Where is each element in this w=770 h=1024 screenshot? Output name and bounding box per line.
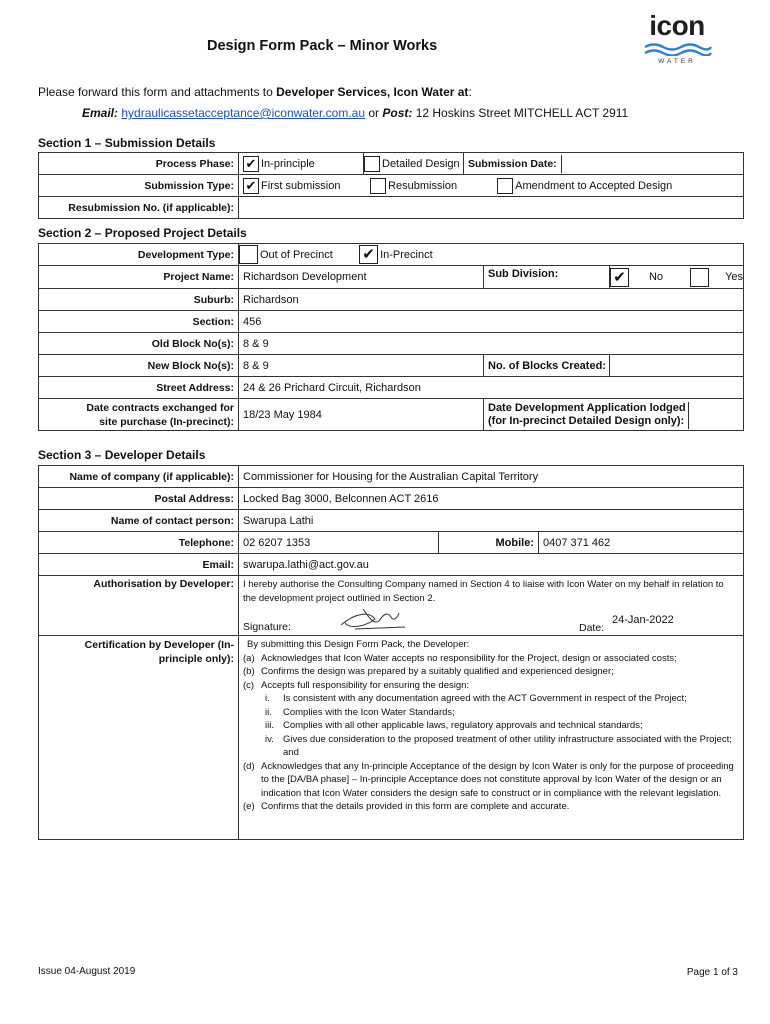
inprinciple-label: In-principle bbox=[261, 157, 315, 170]
project-name-field[interactable]: Richardson Development bbox=[239, 266, 484, 289]
section-label: Section: bbox=[39, 311, 239, 333]
suburb-field[interactable]: Richardson bbox=[239, 289, 744, 311]
section2-table bbox=[38, 243, 744, 431]
section1-table bbox=[38, 152, 744, 219]
section3-heading: Section 3 – Developer Details bbox=[38, 448, 206, 462]
cert-subitem bbox=[243, 733, 739, 760]
marker-ii: ii. bbox=[265, 706, 272, 718]
date-field[interactable]: 24-Jan-2022 bbox=[612, 614, 674, 626]
post-label: Post: bbox=[382, 106, 413, 120]
auth-cell bbox=[239, 576, 744, 636]
subdivision-yes-checkbox[interactable] bbox=[690, 268, 709, 287]
logo-subtitle: WATER bbox=[658, 58, 696, 65]
detailed-checkbox[interactable] bbox=[364, 156, 380, 172]
resubmission-label: Resubmission bbox=[388, 179, 458, 192]
old-block-field[interactable]: 8 & 9 bbox=[239, 333, 744, 355]
da-cell bbox=[484, 399, 744, 431]
resub-no-field[interactable] bbox=[239, 197, 744, 219]
telephone-label: Telephone: bbox=[39, 532, 239, 554]
cert-item bbox=[243, 652, 739, 666]
blocks-created-field[interactable] bbox=[610, 355, 744, 377]
submission-date-label: Submission Date: bbox=[464, 155, 562, 173]
email-label: Email: bbox=[82, 106, 119, 120]
intro-line bbox=[38, 85, 472, 99]
cert-d: Acknowledges that any In-principle Acceptance of the design by Icon Water is only for the purpose of proceeding to the [DA/BA phase] – In-principle Acceptance does not constitute approval by Icon Water of the design or an indication that Icon Water considers the design safe to construct or in compliance with the relevant legislation. bbox=[261, 760, 734, 799]
cert-c-iv: Gives due consideration to the proposed treatment of other utility infrastructure associated with the Project; and bbox=[283, 733, 732, 758]
amendment-label: Amendment to Accepted Design bbox=[515, 179, 673, 192]
resub-no-label: Resubmission No. (if applicable): bbox=[39, 197, 239, 219]
section-field[interactable]: 456 bbox=[239, 311, 744, 333]
subdivision-options bbox=[610, 266, 744, 289]
cert-label bbox=[39, 636, 239, 840]
cert-c: Accepts full responsibility for ensuring the design: bbox=[261, 679, 470, 691]
subdivision-no-checkbox[interactable]: ✔ bbox=[610, 268, 629, 287]
cert-subitem bbox=[243, 692, 739, 706]
cert-c-i: Is consistent with any documentation agreed with the ACT Government in respect of the Project; bbox=[283, 693, 687, 704]
or-text: or bbox=[365, 106, 383, 120]
auth-label: Authorisation by Developer: bbox=[39, 576, 239, 636]
old-block-label: Old Block No(s): bbox=[39, 333, 239, 355]
dev-type-options bbox=[239, 244, 744, 266]
issue-footer: Issue 04-August 2019 bbox=[38, 966, 136, 977]
marker-d: (d) bbox=[243, 760, 255, 772]
post-address: 12 Hoskins Street MITCHELL ACT 2911 bbox=[412, 106, 629, 120]
cert-c-iii: Complies with all other applicable laws, regulatory approvals and technical standards; bbox=[283, 720, 643, 731]
street-label: Street Address: bbox=[39, 377, 239, 399]
contracts-label-line1: Date contracts exchanged for bbox=[86, 401, 234, 414]
telephone-field[interactable]: 02 6207 1353 bbox=[239, 532, 439, 554]
cert-c-ii: Complies with the Icon Water Standards; bbox=[283, 706, 455, 718]
section2-heading: Section 2 – Proposed Project Details bbox=[38, 226, 247, 240]
da-label-line1: Date Development Application lodged bbox=[488, 401, 686, 414]
cert-b: Confirms the design was prepared by a suitably qualified and experienced designer; bbox=[261, 666, 614, 677]
company-field[interactable]: Commissioner for Housing for the Australian Capital Territory bbox=[239, 466, 744, 488]
in-precinct-label: In-Precinct bbox=[380, 248, 433, 261]
cert-subitem bbox=[243, 706, 739, 720]
contracts-label-line2: site purchase (In-precinct): bbox=[99, 415, 234, 428]
subdivision-label: Sub Division: bbox=[484, 266, 610, 289]
email-field-dev[interactable]: swarupa.lathi@act.gov.au bbox=[239, 554, 744, 576]
marker-c: (c) bbox=[243, 679, 255, 691]
postal-field[interactable]: Locked Bag 3000, Belconnen ACT 2616 bbox=[239, 488, 744, 510]
cert-label-line2: principle only): bbox=[158, 653, 234, 665]
contact-line bbox=[82, 106, 628, 120]
icon-water-logo bbox=[641, 10, 713, 66]
detailed-label: Detailed Design bbox=[382, 157, 460, 170]
blocks-created-label: No. of Blocks Created: bbox=[484, 355, 610, 377]
wave-icon bbox=[641, 42, 713, 56]
submission-type-options bbox=[239, 175, 744, 197]
contracts-label bbox=[39, 399, 239, 431]
detailed-option[interactable] bbox=[364, 153, 464, 175]
cert-label-line1: Certification by Developer (In- bbox=[84, 639, 234, 651]
cert-subitem bbox=[243, 719, 739, 733]
auth-text: I hereby authorise the Consulting Company named in Section 4 to liaise with Icon Water on my behalf in relation to the development project outlined in Section 2. bbox=[243, 579, 724, 604]
section1-heading: Section 1 – Submission Details bbox=[38, 136, 216, 150]
project-name-label: Project Name: bbox=[39, 266, 239, 289]
subdivision-yes-label: Yes bbox=[725, 271, 744, 283]
street-field[interactable]: 24 & 26 Prichard Circuit, Richardson bbox=[239, 377, 744, 399]
marker-iii: iii. bbox=[265, 720, 274, 731]
cert-e: Confirms that the details provided in this form are complete and accurate. bbox=[261, 801, 570, 812]
new-block-label: New Block No(s): bbox=[39, 355, 239, 377]
section3-table bbox=[38, 465, 744, 840]
submission-date-cell[interactable] bbox=[464, 153, 744, 175]
amendment-checkbox[interactable] bbox=[497, 178, 513, 194]
marker-iv: iv. bbox=[265, 733, 274, 745]
first-submission-checkbox[interactable]: ✔ bbox=[243, 178, 259, 194]
dev-type-label: Development Type: bbox=[39, 244, 239, 266]
cert-item bbox=[243, 665, 739, 679]
mobile-field[interactable]: 0407 371 462 bbox=[539, 532, 744, 554]
cert-item bbox=[243, 679, 739, 693]
intro-prefix: Please forward this form and attachments to bbox=[38, 85, 277, 99]
mobile-label: Mobile: bbox=[439, 532, 539, 554]
process-phase-label: Process Phase: bbox=[39, 153, 239, 175]
first-submission-label: First submission bbox=[261, 179, 341, 192]
date-label: Date: bbox=[579, 622, 605, 634]
cert-a: Acknowledges that Icon Water accepts no responsibility for the Project, design or associated costs; bbox=[261, 652, 677, 664]
marker-i: i. bbox=[265, 693, 270, 704]
resubmission-checkbox[interactable] bbox=[370, 178, 386, 194]
out-of-precinct-label: Out of Precinct bbox=[260, 248, 333, 261]
subdivision-no-label: No bbox=[648, 271, 664, 283]
signature-mark bbox=[335, 603, 415, 633]
contact-label: Name of contact person: bbox=[39, 510, 239, 532]
email-link[interactable]: hydraulicassetacceptance@iconwater.com.au bbox=[121, 106, 366, 120]
da-label-line2: (for In-precinct Detailed Design only): bbox=[488, 414, 685, 427]
intro-recipient: Developer Services, Icon Water at bbox=[276, 85, 469, 99]
postal-label: Postal Address: bbox=[39, 488, 239, 510]
in-precinct-checkbox[interactable]: ✔ bbox=[359, 245, 378, 264]
suburb-label: Suburb: bbox=[39, 289, 239, 311]
cert-intro: By submitting this Design Form Pack, the Developer: bbox=[247, 639, 470, 650]
inprinciple-option[interactable] bbox=[239, 153, 364, 175]
contracts-field[interactable]: 18/23 May 1984 bbox=[239, 399, 484, 431]
page-title: Design Form Pack – Minor Works bbox=[207, 38, 438, 54]
marker-b: (b) bbox=[243, 666, 255, 677]
new-block-field[interactable]: 8 & 9 bbox=[239, 355, 484, 377]
intro-suffix: : bbox=[468, 85, 472, 99]
submission-type-label: Submission Type: bbox=[39, 175, 239, 197]
out-of-precinct-checkbox[interactable] bbox=[239, 245, 258, 264]
contact-field[interactable]: Swarupa Lathi bbox=[239, 510, 744, 532]
marker-e: (e) bbox=[243, 801, 255, 812]
email-label-dev: Email: bbox=[39, 554, 239, 576]
cert-cell bbox=[239, 636, 744, 840]
company-label: Name of company (if applicable): bbox=[39, 466, 239, 488]
cert-item bbox=[243, 760, 739, 801]
signature-label: Signature: bbox=[243, 621, 291, 633]
logo-wordmark: icon bbox=[649, 10, 705, 41]
marker-a: (a) bbox=[243, 652, 255, 664]
inprinciple-checkbox[interactable]: ✔ bbox=[243, 156, 259, 172]
page-number: Page 1 of 3 bbox=[686, 967, 738, 978]
cert-item bbox=[243, 800, 739, 814]
